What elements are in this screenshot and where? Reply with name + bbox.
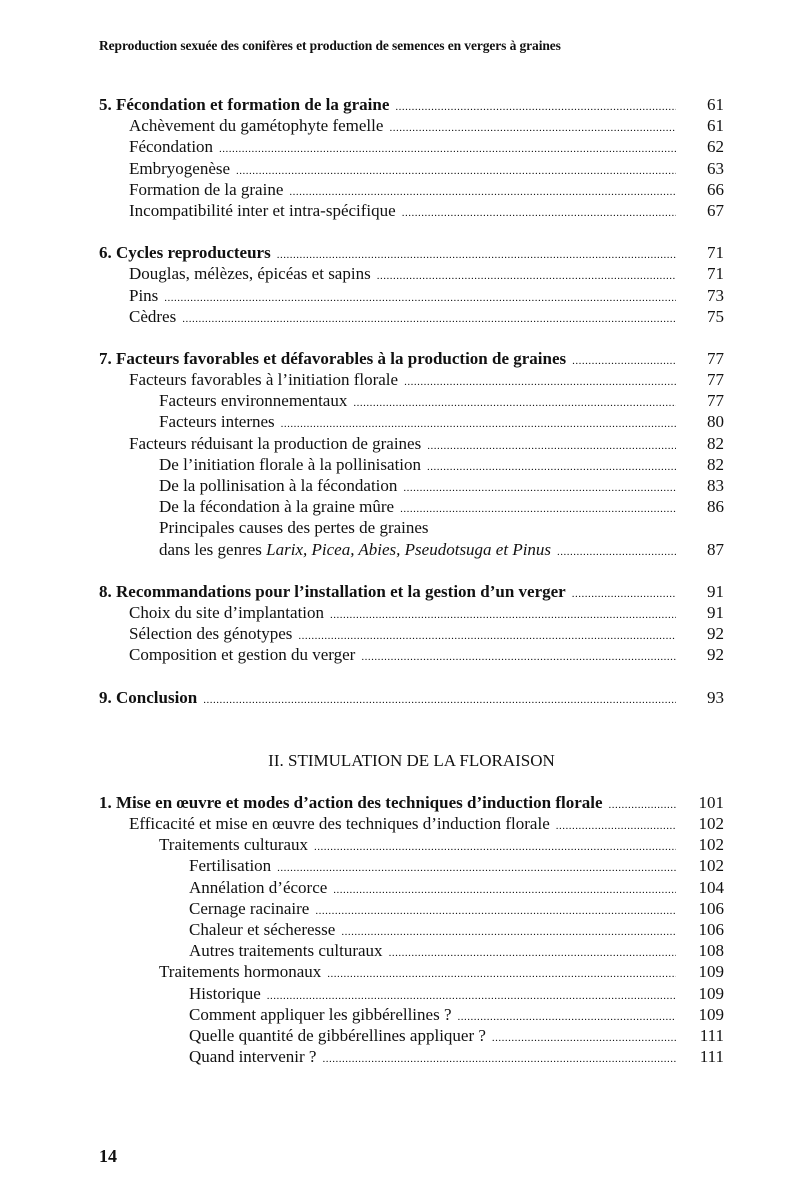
toc-entry [99, 1004, 724, 1025]
toc-entry-label: Traitements culturaux [159, 835, 309, 855]
toc-entry [99, 369, 724, 390]
toc-entry [99, 517, 724, 538]
toc-entry [99, 539, 724, 560]
dot-leader [402, 203, 676, 224]
dot-leader [203, 690, 676, 711]
causes-genera: Larix, Picea, Abies, Pseudotsuga et Pinus [266, 539, 552, 559]
toc-entry-label: Choix du site d’implantation [129, 602, 325, 622]
toc-page-number: 77 [707, 348, 724, 368]
toc-entry-label: De la pollinisation à la fécondation [159, 476, 398, 495]
dot-leader [164, 288, 676, 309]
toc-heading-9 [99, 687, 724, 708]
dot-leader [361, 647, 676, 668]
toc-entry-label: Fécondation [129, 137, 214, 157]
toc-heading-label: 9. Conclusion [99, 687, 198, 707]
toc-heading-6 [99, 242, 724, 263]
toc-page-number: 86 [707, 497, 724, 517]
toc-page-number: 63 [707, 158, 724, 178]
toc-entry-label: De la fécondation à la graine mûre [159, 497, 395, 517]
toc-page-number: 106 [698, 920, 724, 939]
toc-page-number: 102 [698, 856, 724, 876]
toc-page-number: 71 [707, 264, 724, 284]
toc-heading-label: 6. Cycles reproducteurs [99, 243, 271, 263]
toc-page-number: 67 [707, 200, 724, 220]
toc-entry [99, 454, 724, 475]
toc-entry-label: Annélation d’écorce [189, 877, 328, 897]
toc-entry-label: Sélection des génotypes [129, 624, 293, 644]
toc-entry-label: Facteurs internes [159, 412, 275, 432]
running-header: Reproduction sexuée des conifères et production de semences en vergers à graines [99, 38, 561, 53]
causes-prefix: dans les genres [159, 539, 262, 559]
toc-page-number: 66 [707, 179, 724, 199]
part-title: II. STIMULATION DE LA FLORAISON [268, 750, 555, 770]
toc-page-number: 61 [707, 95, 724, 114]
toc-entry [99, 834, 724, 855]
toc-page-number: 102 [698, 835, 724, 855]
toc-entry-label: Historique [189, 983, 261, 1003]
toc-page-number: 80 [707, 412, 724, 432]
toc-entry [99, 285, 724, 306]
toc-entry [99, 263, 724, 284]
toc-entry-label: Facteurs réduisant la production de graines [129, 433, 422, 453]
toc-entry-label: Comment appliquer les gibbérellines ? [189, 1004, 452, 1024]
dot-leader [327, 964, 676, 985]
toc-heading-label: 5. Fécondation et formation de la graine [99, 95, 390, 114]
toc-page-number: 109 [698, 1004, 724, 1024]
toc-entry-label: De l’initiation florale à la pollinisation [159, 454, 422, 474]
dot-leader [400, 499, 676, 520]
toc-entry [99, 200, 724, 221]
toc-entry [99, 158, 724, 179]
toc-entry [99, 115, 724, 136]
toc-page-number: 101 [698, 792, 724, 812]
toc-page-number: 77 [707, 370, 724, 390]
toc-entry-label: Quand intervenir ? [189, 1047, 317, 1067]
dot-leader [353, 393, 676, 414]
toc-entry-label: Facteurs favorables à l’initiation florale [129, 370, 399, 390]
toc-entry [99, 411, 724, 432]
toc-page-number: 73 [707, 285, 724, 305]
toc-entry-label: Incompatibilité inter et intra-spécifique [129, 200, 396, 220]
toc-entry-label [99, 539, 557, 560]
toc-page-number: 82 [707, 433, 724, 453]
toc-entry-label: Quelle quantité de gibbérellines appliquer ? [189, 1025, 486, 1045]
toc-entry [99, 179, 724, 200]
dot-leader [557, 542, 676, 563]
toc-entry-label: Chaleur et sécheresse [189, 920, 336, 939]
toc-page-number: 108 [698, 941, 724, 961]
toc-entry [99, 475, 724, 496]
toc-heading-8 [99, 581, 724, 602]
toc-entry [99, 898, 724, 919]
toc-page-number: 106 [698, 898, 724, 918]
toc-entry [99, 602, 724, 623]
toc-entry-label: Cèdres [129, 306, 177, 326]
toc-entry [99, 390, 724, 411]
toc-entry-label: Efficacité et mise en œuvre des techniques d’induction florale [129, 814, 550, 834]
dot-leader [341, 922, 676, 943]
toc-page-number: 111 [699, 1047, 724, 1067]
toc-entry [99, 961, 724, 982]
dot-leader [609, 795, 676, 816]
toc-page-number: 102 [698, 814, 724, 834]
dot-leader [389, 943, 676, 964]
dot-leader [219, 139, 676, 160]
toc-entry-label: Autres traitements culturaux [189, 941, 383, 961]
toc-page-number: 104 [698, 877, 724, 897]
toc-page-number: 91 [707, 602, 724, 622]
dot-leader [395, 97, 676, 118]
toc-entry [99, 136, 724, 157]
toc-entry-label: Embryogenèse [129, 158, 231, 178]
toc-entry [99, 877, 724, 898]
toc-entry [99, 433, 724, 454]
toc-page-number: 91 [707, 581, 724, 601]
toc-heading-label: 1. Mise en œuvre et modes d’action des techniques d’induction florale [99, 792, 603, 812]
dot-leader [427, 457, 676, 478]
toc-entry-label: Traitements hormonaux [159, 962, 322, 982]
dot-leader [492, 1028, 676, 1049]
toc-entry [99, 1046, 724, 1067]
toc-entry [99, 855, 724, 876]
dot-leader [182, 309, 676, 330]
toc-entry [99, 623, 724, 644]
dot-leader [315, 901, 676, 922]
dot-leader [572, 584, 676, 605]
dot-leader [389, 118, 676, 139]
toc-heading-part2-1 [99, 792, 724, 813]
toc-entry-label: Douglas, mélèzes, épicéas et sapins [129, 264, 371, 284]
toc-entry-label: Pins [129, 285, 159, 305]
toc-page-number: 75 [707, 306, 724, 326]
dot-leader [277, 858, 676, 879]
toc-entry-label: Composition et gestion du verger [129, 645, 356, 665]
toc-page-number: 92 [707, 624, 724, 644]
toc-entry-label: Principales causes des pertes de graines [159, 518, 429, 538]
toc-heading-5 [99, 94, 724, 115]
toc-page-number: 82 [707, 454, 724, 474]
dot-leader [236, 161, 676, 182]
dot-leader [377, 266, 676, 287]
toc-page-number: 92 [707, 645, 724, 665]
toc-page-number: 61 [707, 116, 724, 136]
toc-heading-7 [99, 348, 724, 369]
dot-leader [314, 837, 676, 858]
dot-leader [404, 372, 676, 393]
dot-leader [333, 880, 676, 901]
toc-entry-label: Achèvement du gamétophyte femelle [129, 116, 384, 136]
toc-page-number: 93 [707, 687, 724, 707]
toc-page-number: 83 [707, 476, 724, 495]
table-of-contents [99, 94, 724, 1067]
toc-entry-label: Formation de la graine [129, 179, 284, 199]
dot-leader [427, 436, 676, 457]
toc-page-number: 109 [698, 962, 724, 982]
toc-page-number: 77 [707, 391, 724, 411]
dot-leader [556, 816, 676, 837]
page-number: 14 [99, 1146, 117, 1166]
toc-entry [99, 496, 724, 517]
toc-entry [99, 919, 724, 940]
toc-entry [99, 306, 724, 327]
toc-entry [99, 813, 724, 834]
toc-entry [99, 1025, 724, 1046]
toc-entry [99, 983, 724, 1004]
dot-leader [572, 351, 676, 372]
toc-entry-label: Facteurs environnementaux [159, 391, 348, 411]
dot-leader [403, 478, 676, 499]
dot-leader [330, 605, 676, 626]
toc-entry [99, 644, 724, 665]
toc-page-number: 109 [698, 983, 724, 1003]
toc-entry-label: Cernage racinaire [189, 898, 310, 918]
toc-page-number: 71 [707, 243, 724, 263]
dot-leader [322, 1049, 676, 1070]
toc-page-number: 111 [699, 1025, 724, 1045]
toc-heading-label: 8. Recommandations pour l’installation et la gestion d’un verger [99, 581, 566, 601]
toc-entry [99, 940, 724, 961]
toc-page-number: 62 [707, 137, 724, 157]
toc-entry-label: Fertilisation [189, 856, 272, 876]
toc-page-number: 87 [707, 539, 724, 559]
toc-heading-label: 7. Facteurs favorables et défavorables à la production de graines [99, 348, 567, 368]
